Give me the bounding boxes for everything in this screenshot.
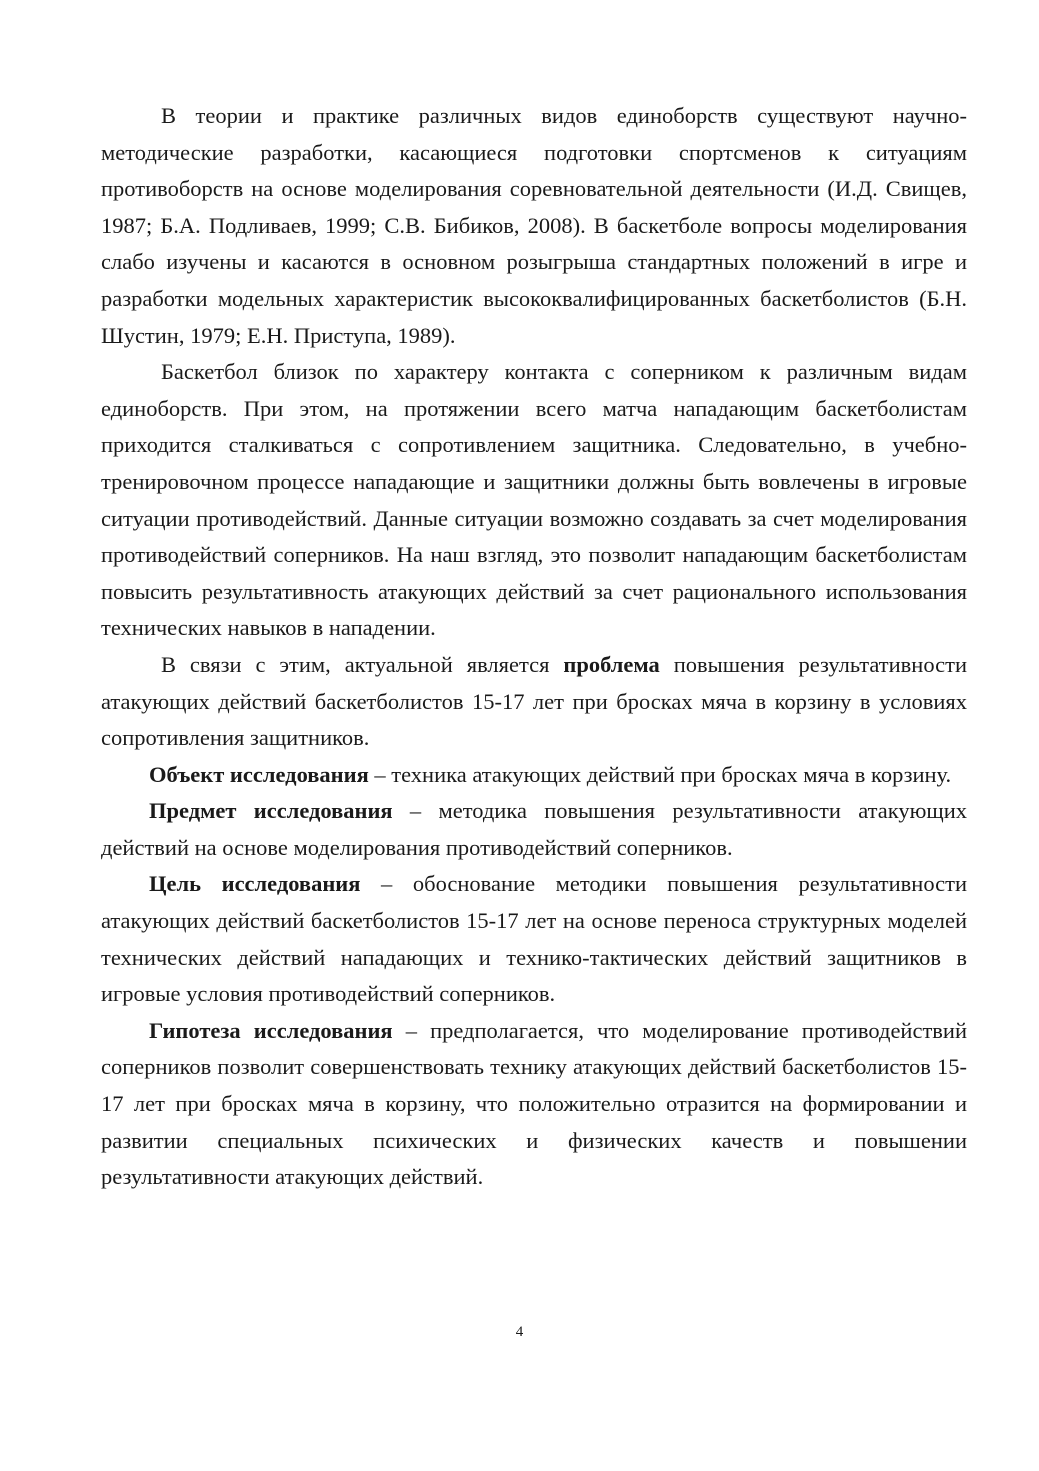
paragraph-subject — [101, 793, 967, 866]
hypothesis-term: Гипотеза исследования — [149, 1017, 393, 1043]
problem-lead-text: В связи с этим, актуальной является — [161, 651, 564, 677]
page-number: 4 — [515, 1324, 524, 1340]
problem-description: повышения результативности атакующих действий баскетболистов 15-17 лет при бросках мяча в корзину в условиях сопротивления защитников. — [101, 651, 967, 751]
object-description: – техника атакующих действий при бросках мяча в корзину. — [368, 761, 952, 787]
paragraph-intro: В теории и практике различных видов единоборств существуют научно-методические разработки, касающиеся подготовки спортсменов к ситуациям противоборств на основе моделирования соревновательной деятельности (И.Д. Свищев, 1987; Б.А. Подливаев, 1999; С.В. Бибиков, 2008). В баскетболе вопросы моделирования слабо изучены и касаются в основном розыгрыша стандартных положений в игре и разработки модельных характеристик высококвалифицированных баскетболистов (Б.Н. Шустин, 1979; Е.Н. Приступа, 1989). — [101, 103, 967, 348]
paragraph-problem — [101, 647, 967, 757]
goal-term: Цель исследования — [149, 871, 361, 897]
paragraph-object — [101, 757, 967, 794]
hypothesis-description: – предполагается, что моделирование противодействий соперников позволит совершенствовать технику атакующих действий баскетболистов 15-17 лет при бросках мяча в корзину, что положительно отразится на формировании и развитии специальных психических и физических качеств и повышении результативности атакующих действий. — [101, 1017, 967, 1190]
goal-description: – обоснование методики повышения результативности атакующих действий баскетболистов 15-17 лет на основе переноса структурных моделей технических действий нападающих и технико-тактических действий защитников в игровые условия противодействий соперников. — [101, 871, 967, 1007]
paragraph-hypothesis — [101, 1013, 967, 1196]
subject-term: Предмет исследования — [149, 798, 393, 824]
paragraph-basketball-contact: Баскетбол близок по характеру контакта с соперником к различным видам единоборств. При этом, на протяжении всего матча нападающим баскетболистам приходится сталкиваться с сопротивлением защитника. Следовательно, в учебно-тренировочном процессе нападающие и защитники должны быть вовлечены в игровые ситуации противодействий. Данные ситуации возможно создавать за счет моделирования противодействий соперников. На наш взгляд, это позволит нападающим баскетболистам повысить результативность атакующих действий за счет рационального использования технических навыков в нападении. — [101, 359, 967, 641]
body-text — [101, 98, 967, 1196]
subject-description: – методика повышения результативности атакующих действий на основе моделирования противодействий соперников. — [101, 798, 967, 860]
problem-term: проблема — [563, 651, 660, 677]
object-term: Объект исследования — [149, 761, 369, 787]
paragraph-goal — [101, 866, 967, 1012]
